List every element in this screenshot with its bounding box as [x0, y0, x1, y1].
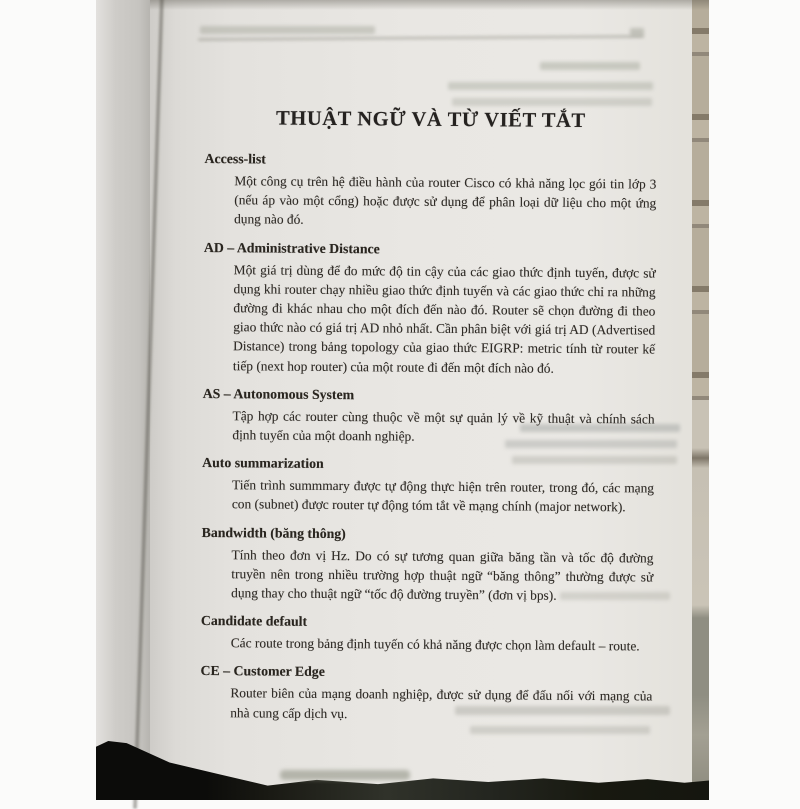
glossary-term: Access-list: [204, 150, 266, 167]
glossary-definition: Tập hợp các router cùng thuộc về một sự quản lý về kỹ thuật và chính sách định tuyến của một doanh nghiệp.: [232, 408, 655, 444]
glossary-definition: Một giá trị dùng để đo mức độ tin cậy của các giao thức định tuyến, được sử dụng khi router chạy nhiều giao thức định tuyến và các giao thức chỉ ra những đường đi khác nhau cho một đích đến nào đó. Router sẽ chọn đường đi theo giao thức nào có giá trị AD nhỏ nhất. Cần phân biệt với giá trị AD (Advertised Distance) trong bảng topology của giao thức EIGRP: metric tính từ router kế tiếp (next hop router) của một route đi đến một đích nào đó.: [232, 261, 656, 376]
ghost-header-smudge: [200, 26, 375, 34]
page-stack-edge-lower: [692, 400, 709, 800]
glossary-entry: [200, 662, 652, 725]
page-top-shade: [150, 0, 709, 10]
ghost-bleedthrough-line: [452, 98, 652, 106]
ghost-bleedthrough-line: [448, 82, 653, 90]
glossary-term: Candidate default: [200, 613, 308, 630]
glossary-term: CE – Customer Edge: [200, 663, 325, 680]
ghost-bleedthrough-line: [540, 62, 640, 70]
glossary-definition: Tính theo đơn vị Hz. Do có sự tương quan giữa băng tần và tốc độ đường truyền nên trong nhiều trường hợp thuật ngữ “băng thông” thường được sử dụng thay cho thuật ngữ “tốc độ đường truyền” (đơn vị bps).: [231, 546, 654, 603]
glossary-term: AD – Administrative Distance: [203, 239, 380, 256]
page-title: THUẬT NGỮ VÀ TỪ VIẾT TẮT: [275, 107, 586, 132]
glossary-definition: Các route trong bảng định tuyến có khả năng được chọn làm default – route.: [230, 635, 640, 654]
glossary-term: Bandwidth (băng thông): [201, 524, 346, 541]
glossary-definition: Một công cụ trên hệ điều hành của router Cisco có khả năng lọc gói tin lớp 3 (nếu áp vào một cổng) hoặc được sử dụng để phân loại dữ liệu cho một ứng dụng nào đó.: [234, 173, 657, 228]
glossary-entry: [201, 524, 654, 606]
glossary-entry: [202, 385, 654, 448]
glossary-entry: [203, 239, 656, 379]
glossary-entry: [201, 612, 653, 656]
glossary-entry: [204, 150, 657, 232]
glossary-term: Auto summarization: [202, 455, 324, 472]
glossary-term: AS – Autonomous System: [202, 385, 355, 403]
surface-glint: [280, 770, 410, 780]
glossary-page: [200, 106, 657, 735]
ghost-page-number: [630, 28, 644, 36]
glossary-definition: Router biên của mạng doanh nghiệp, được sử dụng để đấu nối với mạng của nhà cung cấp dịch vụ.: [230, 685, 653, 721]
glossary-entry: [202, 454, 654, 517]
glossary-list: [200, 150, 656, 725]
glossary-definition: Tiến trình summmary được tự động thực hiện trên router, trong đó, các mạng con (subnet) được router tự động tóm tắt về mạng chính (major network).: [231, 477, 655, 515]
